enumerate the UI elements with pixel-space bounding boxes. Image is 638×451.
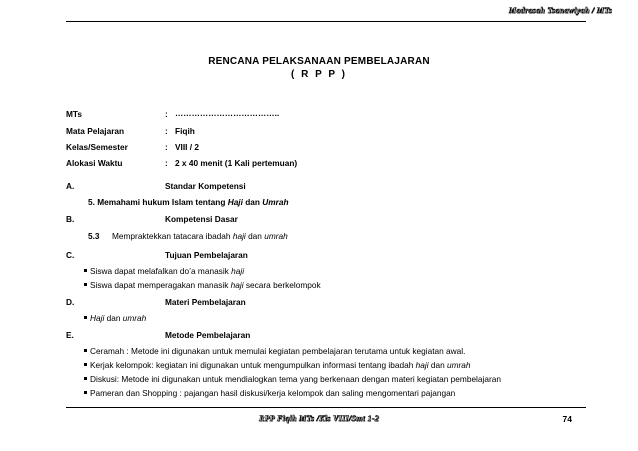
- info-value-subject: Fiqih: [175, 126, 195, 136]
- bullet-icon: [84, 283, 87, 286]
- info-label-subject: Mata Pelajaran: [66, 126, 125, 136]
- school-header: Madrasah Tsanawiyah / MTs: [508, 6, 612, 15]
- bullet-icon: [84, 377, 87, 380]
- section-b-number: 5.3: [88, 231, 100, 241]
- info-sep: :: [165, 109, 168, 119]
- info-sep: :: [165, 158, 168, 168]
- list-item: Kerjak kelompok: kegiatan ini digunakan untuk mengumpulkan informasi tentang ibadah haji dan umrah: [84, 360, 471, 370]
- page-number: 74: [562, 414, 572, 424]
- doc-title: RENCANA PELAKSANAAN PEMBELAJARAN: [208, 56, 430, 67]
- bullet-icon: [84, 269, 87, 272]
- bullet-icon: [84, 349, 87, 352]
- info-value-mts: ………………………………..: [175, 108, 280, 118]
- bullet-icon: [84, 316, 87, 319]
- header-rule: [66, 21, 586, 22]
- section-c-letter: C.: [66, 250, 75, 260]
- info-label-time: Alokasi Waktu: [66, 158, 123, 168]
- info-value-class: VIII / 2: [175, 142, 199, 152]
- info-label-class: Kelas/Semester: [66, 142, 128, 152]
- section-d-letter: D.: [66, 297, 75, 307]
- list-item: Siswa dapat melafalkan do’a manasik haji: [84, 266, 244, 276]
- info-sep: :: [165, 142, 168, 152]
- section-b-heading: Kompetensi Dasar: [165, 214, 238, 224]
- list-item: Haji dan umrah: [84, 313, 146, 323]
- info-label-mts: MTs: [66, 109, 82, 119]
- bullet-icon: [84, 391, 87, 394]
- section-d-heading: Materi Pembelajaran: [165, 297, 246, 307]
- section-c-heading: Tujuan Pembelajaran: [165, 250, 248, 260]
- section-a-heading: Standar Kompetensi: [165, 181, 246, 191]
- section-a-item: 5. Memahami hukum Islam tentang Haji dan Umrah: [88, 197, 289, 207]
- info-value-time: 2 x 40 menit (1 Kali pertemuan): [175, 158, 298, 168]
- section-b-letter: B.: [66, 214, 75, 224]
- list-item: Pameran dan Shopping : pajangan hasil diskusi/kerja kelompok dan saling mengomentari pajangan: [84, 388, 455, 398]
- list-item: Ceramah : Metode ini digunakan untuk memulai kegiatan pembelajaran terutama untuk kegiatan awal.: [84, 346, 465, 356]
- section-b-item: Mempraktekkan tatacara ibadah haji dan umrah: [112, 231, 288, 241]
- section-e-heading: Metode Pembelajaran: [165, 330, 251, 340]
- section-e-letter: E.: [66, 330, 74, 340]
- footer-rule: [66, 407, 586, 408]
- list-item: Siswa dapat memperagakan manasik haji secara berkelompok: [84, 280, 321, 290]
- bullet-icon: [84, 363, 87, 366]
- list-item: Diskusi: Metode ini digunakan untuk mendialogkan tema yang berkenaan dengan materi kegiatan pembelajaran: [84, 374, 501, 384]
- info-sep: :: [165, 126, 168, 136]
- doc-subtitle: ( R P P ): [291, 69, 347, 80]
- section-a-letter: A.: [66, 181, 75, 191]
- footer-title: RPP Fiqih MTs /Kls VIII/Smt 1-2: [258, 414, 380, 423]
